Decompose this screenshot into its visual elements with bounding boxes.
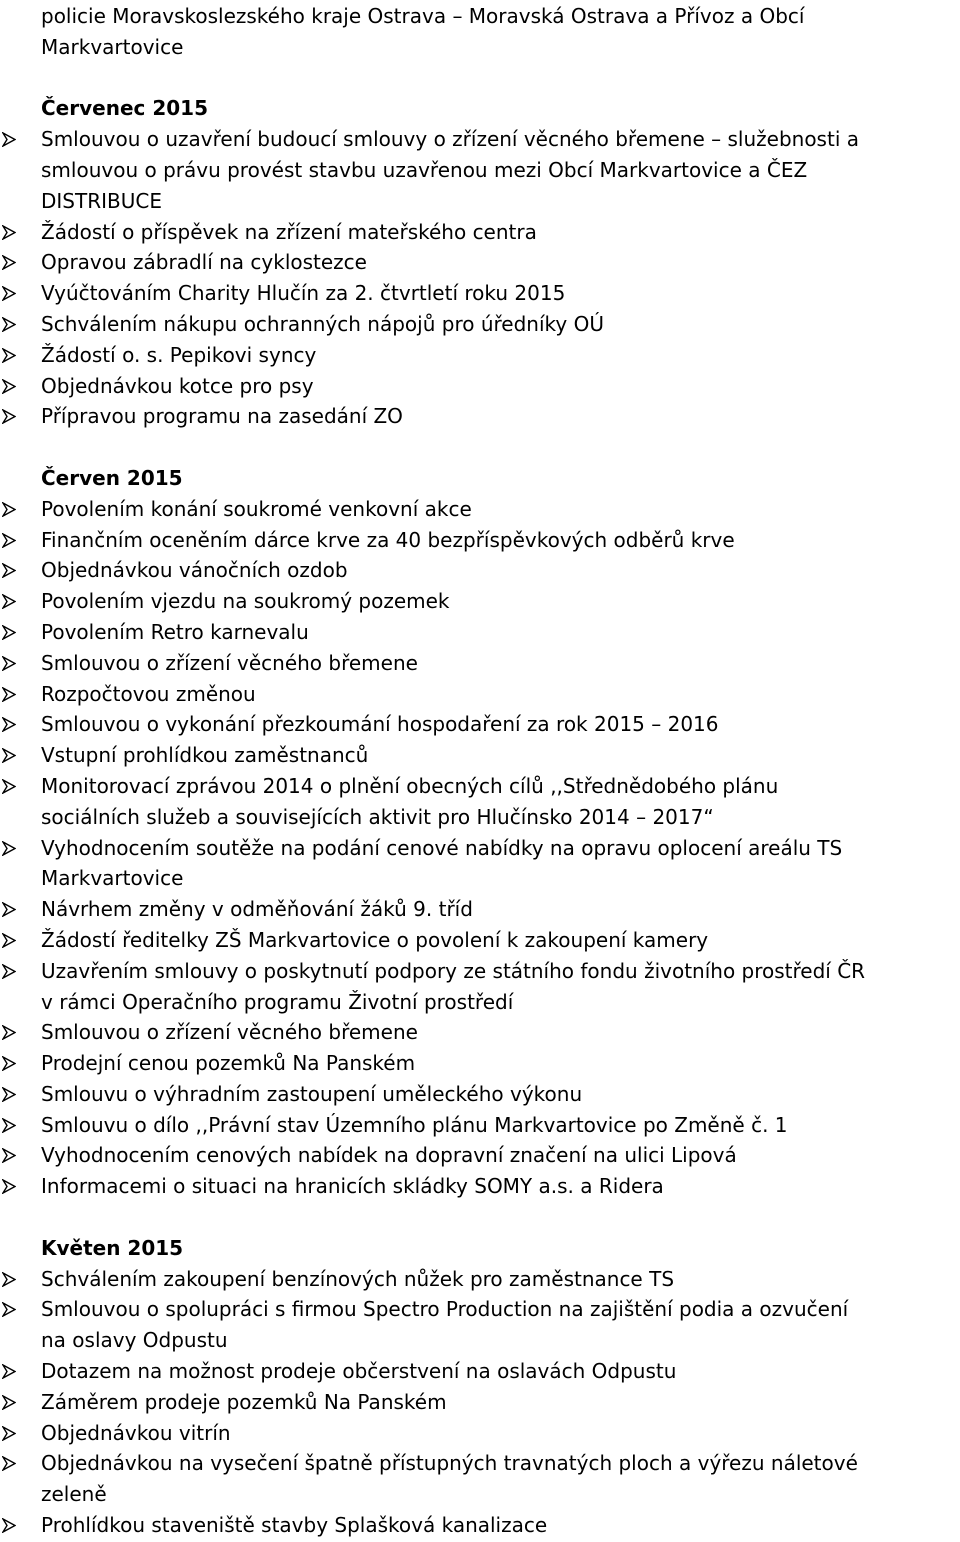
list-item	[0, 371, 960, 402]
section-bullet-list	[0, 494, 960, 1202]
list-item-text: Rozpočtovou změnou	[41, 681, 256, 706]
list-item-text: Finančním oceněním dárce krve za 40 bezpříspěvkových odběrů krve	[41, 527, 735, 552]
arrow-bullet-icon	[2, 625, 16, 640]
list-item-text: DISTRIBUCE	[41, 188, 162, 213]
arrow-bullet-icon	[2, 379, 16, 394]
section-bullet-list	[0, 124, 960, 432]
arrow-bullet-icon	[2, 1025, 16, 1040]
arrow-bullet-icon	[2, 255, 16, 270]
arrow-bullet-icon	[2, 656, 16, 671]
list-item	[0, 1294, 960, 1356]
list-item	[0, 1140, 960, 1171]
arrow-bullet-icon	[2, 964, 16, 979]
arrow-bullet-icon	[2, 687, 16, 702]
list-item-text: Žádostí ředitelky ZŠ Markvartovice o povolení k zakoupení kamery	[41, 927, 709, 952]
section-spacer	[0, 1202, 960, 1233]
arrow-bullet-icon	[2, 717, 16, 732]
list-item	[0, 1387, 960, 1418]
list-item-text: Smlouvu o výhradním zastoupení uměleckého výkonu	[41, 1081, 583, 1106]
arrow-bullet-icon	[2, 902, 16, 917]
list-item-text: Smlouvou o vykonání přezkoumání hospodaření za rok 2015 – 2016	[41, 712, 719, 737]
list-item	[0, 1017, 960, 1048]
arrow-bullet-icon	[2, 1364, 16, 1379]
list-item-text: Záměrem prodeje pozemků Na Panském	[41, 1389, 447, 1414]
list-item-text: Schválením nákupu ochranných nápojů pro úředníky OÚ	[41, 311, 604, 336]
list-item	[0, 617, 960, 648]
section-heading: Červen 2015	[41, 465, 183, 490]
arrow-bullet-icon	[2, 1118, 16, 1133]
list-item-text: na oslavy Odpustu	[41, 1328, 228, 1353]
arrow-bullet-icon	[2, 409, 16, 424]
arrow-bullet-icon	[2, 933, 16, 948]
arrow-bullet-icon	[2, 1518, 16, 1533]
list-item-text: Žádostí o příspěvek na zřízení mateřského centra	[41, 219, 537, 244]
list-item	[0, 1510, 960, 1541]
arrow-bullet-icon	[2, 1179, 16, 1194]
list-item	[0, 586, 960, 617]
list-item	[0, 1448, 960, 1510]
intro-line: policie Moravskoslezského kraje Ostrava – Moravská Ostrava a Přívoz a Obcí	[41, 4, 805, 28]
list-item-text: smlouvou o právu provést stavbu uzavřenou mezi Obcí Markvartovice a ČEZ	[41, 157, 808, 182]
list-item	[0, 740, 960, 771]
list-item	[0, 278, 960, 309]
list-item-text: Vyúčtováním Charity Hlučín za 2. čtvrtletí roku 2015	[41, 281, 566, 306]
list-item-text: Markvartovice	[41, 866, 184, 891]
list-item	[0, 709, 960, 740]
arrow-bullet-icon	[2, 1272, 16, 1287]
list-item-text: Smlouvou o zřízení věcného břemene	[41, 1020, 418, 1045]
section-spacer	[0, 63, 960, 94]
arrow-bullet-icon	[2, 1087, 16, 1102]
list-item-text: Schválením zakoupení benzínových nůžek pro zaměstnance TS	[41, 1266, 675, 1291]
list-item	[0, 555, 960, 586]
list-item	[0, 679, 960, 710]
list-item-text: Smlouvou o spolupráci s firmou Spectro Production na zajištění podia a ozvučení	[41, 1297, 849, 1322]
list-item	[0, 1418, 960, 1449]
list-item	[0, 340, 960, 371]
list-item	[0, 217, 960, 248]
list-item-text: zeleně	[41, 1482, 107, 1507]
arrow-bullet-icon	[2, 286, 16, 301]
list-item	[0, 833, 960, 895]
list-item	[0, 956, 960, 1018]
list-item-text: Prohlídkou staveniště stavby Splašková kanalizace	[41, 1513, 548, 1538]
list-item-text: Žádostí o. s. Pepikovi syncy	[41, 342, 317, 367]
arrow-bullet-icon	[2, 748, 16, 763]
list-item-text: Objednávkou vitrín	[41, 1420, 231, 1445]
list-item	[0, 124, 960, 216]
list-item	[0, 401, 960, 432]
arrow-bullet-icon	[2, 1395, 16, 1410]
arrow-bullet-icon	[2, 1426, 16, 1441]
arrow-bullet-icon	[2, 1148, 16, 1163]
list-item-text: Povolením Retro karnevalu	[41, 619, 309, 644]
arrow-bullet-icon	[2, 1302, 16, 1317]
list-item	[0, 1264, 960, 1295]
list-item-text: Návrhem změny v odměňování žáků 9. tříd	[41, 897, 473, 922]
list-item-text: Monitorovací zprávou 2014 o plnění obecných cílů ,,Střednědobého plánu	[41, 773, 779, 798]
arrow-bullet-icon	[2, 1056, 16, 1071]
list-item	[0, 1356, 960, 1387]
list-item	[0, 925, 960, 956]
list-item	[0, 525, 960, 556]
list-item-text: Vyhodnocením cenových nabídek na dopravní značení na ulici Lipová	[41, 1143, 737, 1168]
list-item-text: Povolením vjezdu na soukromý pozemek	[41, 589, 450, 614]
list-item	[0, 309, 960, 340]
list-item-text: v rámci Operačního programu Životní prostředí	[41, 989, 514, 1014]
list-item-text: Smlouvou o uzavření budoucí smlouvy o zřízení věcného břemene – služebnosti a	[41, 127, 859, 152]
list-item	[0, 894, 960, 925]
list-item-text: Dotazem na možnost prodeje občerstvení na oslavách Odpustu	[41, 1359, 677, 1384]
list-item	[0, 247, 960, 278]
list-item-text: Prodejní cenou pozemků Na Panském	[41, 1051, 416, 1076]
arrow-bullet-icon	[2, 348, 16, 363]
list-item-text: Vstupní prohlídkou zaměstnanců	[41, 743, 369, 768]
list-item-text: sociálních služeb a souvisejících aktivit pro Hlučínsko 2014 – 2017“	[41, 804, 714, 829]
arrow-bullet-icon	[2, 132, 16, 147]
list-item-text: Uzavřením smlouvy o poskytnutí podpory ze státního fondu životního prostředí ČR	[41, 958, 866, 983]
section-heading: Květen 2015	[41, 1235, 184, 1260]
list-item	[0, 1048, 960, 1079]
list-item-text: Povolením konání soukromé venkovní akce	[41, 496, 472, 521]
list-item	[0, 1171, 960, 1202]
list-item-text: Objednávkou vánočních ozdob	[41, 558, 348, 583]
arrow-bullet-icon	[2, 225, 16, 240]
list-item	[0, 771, 960, 833]
section-heading: Červenec 2015	[41, 96, 208, 121]
list-item-text: Smlouvou o zřízení věcného břemene	[41, 650, 418, 675]
intro-line: Markvartovice	[41, 34, 184, 59]
list-item	[0, 1079, 960, 1110]
list-item	[0, 648, 960, 679]
section-bullet-list	[0, 1264, 960, 1541]
list-item-text: Smlouvu o dílo ,,Právní stav Územního plánu Markvartovice po Změně č. 1	[41, 1112, 788, 1137]
arrow-bullet-icon	[2, 563, 16, 578]
arrow-bullet-icon	[2, 841, 16, 856]
section-spacer	[0, 432, 960, 463]
arrow-bullet-icon	[2, 779, 16, 794]
list-item-text: Vyhodnocením soutěže na podání cenové nabídky na opravu oplocení areálu TS	[41, 835, 843, 860]
sections-container	[0, 63, 960, 1541]
arrow-bullet-icon	[2, 502, 16, 517]
arrow-bullet-icon	[2, 594, 16, 609]
arrow-bullet-icon	[2, 317, 16, 332]
list-item-text: Přípravou programu na zasedání ZO	[41, 404, 403, 429]
arrow-bullet-icon	[2, 1456, 16, 1471]
arrow-bullet-icon	[2, 533, 16, 548]
list-item-text: Opravou zábradlí na cyklostezce	[41, 250, 367, 275]
list-item-text: Objednávkou kotce pro psy	[41, 373, 314, 398]
list-item-text: Informacemi o situaci na hranicích skládky SOMY a.s. a Ridera	[41, 1174, 664, 1199]
list-item-text: Objednávkou na vysečení špatně přístupných travnatých ploch a výřezu náletové	[41, 1451, 858, 1476]
list-item	[0, 1110, 960, 1141]
intro-paragraph	[0, 1, 960, 63]
list-item	[0, 494, 960, 525]
